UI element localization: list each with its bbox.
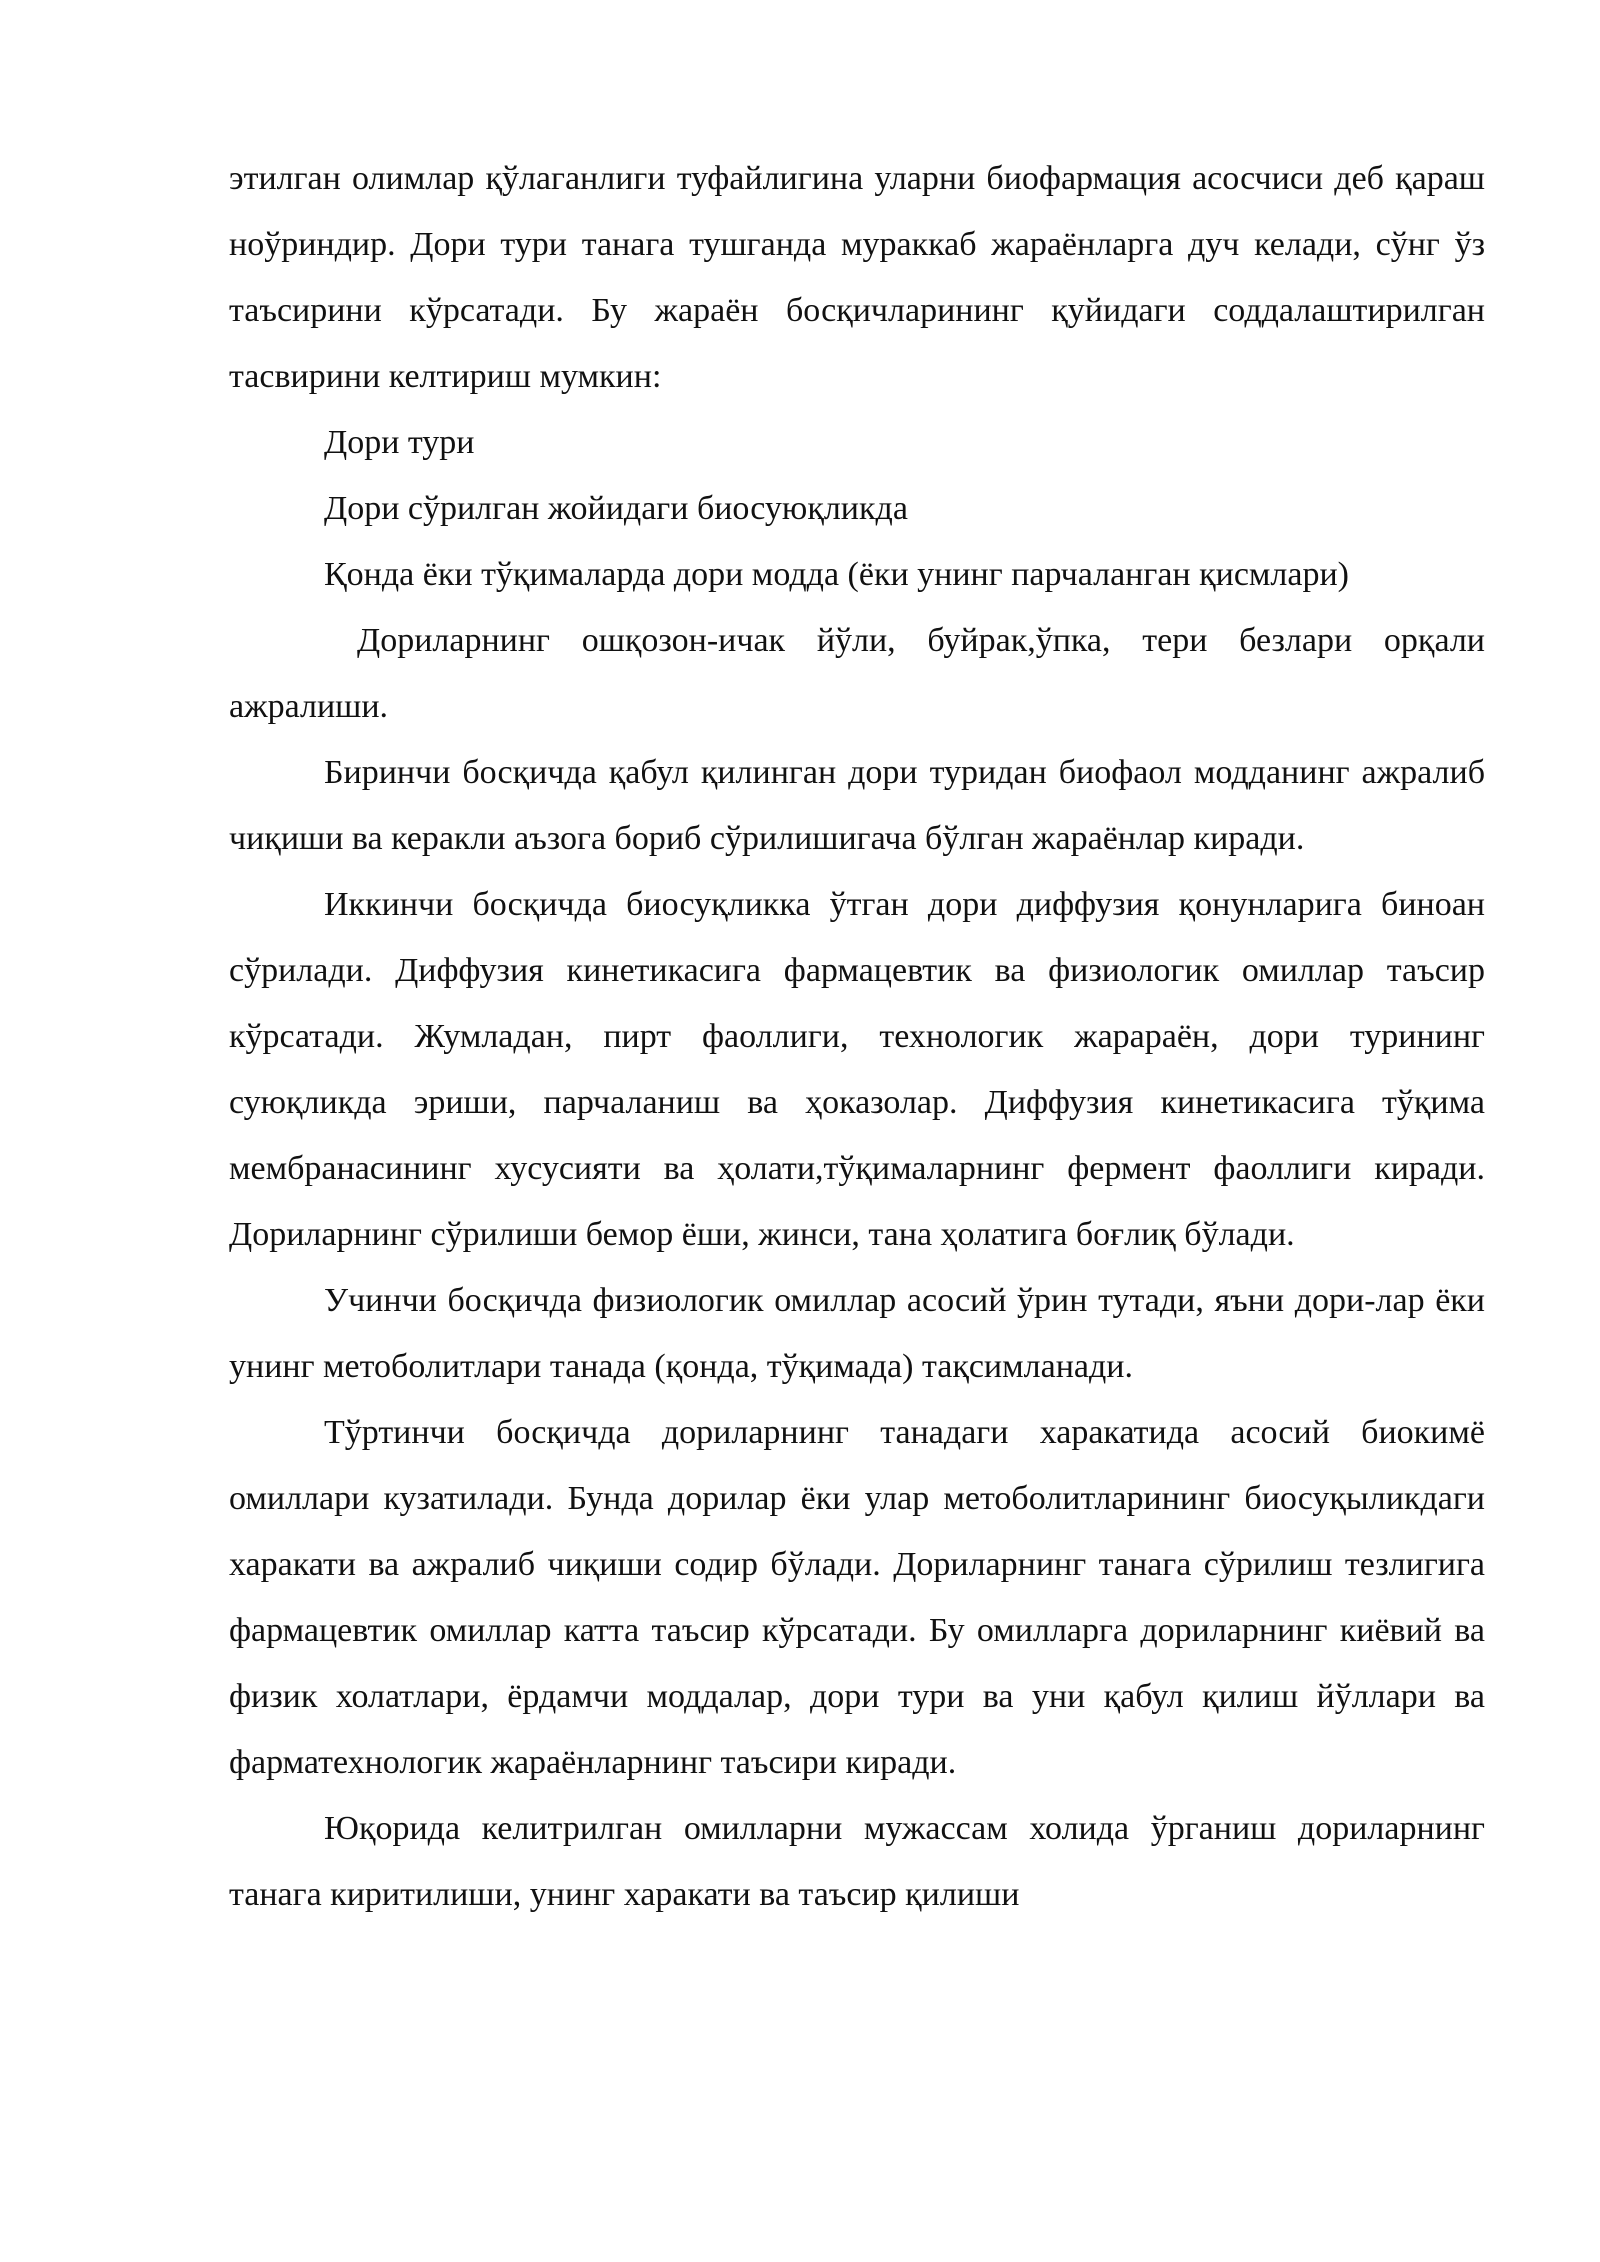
paragraph-conclusion: Юқорида келитрилган омилларни мужассам холида ўрганиш дориларнинг танага киритилиши, унинг харакати ва таъсир қилиши — [229, 1810, 1485, 1913]
paragraph-stage-three: Учинчи босқичда физиологик омиллар асосий ўрин тутади, яъни дори-лар ёки унинг метоболитлари танада (қонда, тўқимада) тақсимланади. — [229, 1282, 1485, 1385]
paragraph-stage-one: Биринчи босқичда қабул қилинган дори туридан биофаол модданинг ажралиб чиқиши ва керакли аъзога бориб сўрилишигача бўлган жараёнлар киради. — [229, 754, 1485, 857]
list-item: Дори сўрилган жойидаги биосуюқликда — [324, 490, 908, 527]
paragraph-stage-four: Тўртинчи босқичда дориларнинг танадаги харакатида асосий биокимё омиллари кузатилади. Бунда дорилар ёки улар метоболитларининг биосуқыликдаги харакати ва ажралиб чиқиши содир бўлади. Дориларнинг танага сўрилиш тезлигига фармацевтик омиллар катта таъсир кўрсатади. Бу омилларга дориларнинг киёвий ва физик холатлари, ёрдамчи моддалар, дори тури ва уни қабул қилиш йўллари ва фарматехнологик жараёнларнинг таъсири киради. — [229, 1414, 1485, 1781]
paragraph-stage-two: Иккинчи босқичда биосуқликка ўтган дори диффузия қонунларига биноан сўрилади. Диффузия кинетикасига фармацевтик ва физиологик омиллар таъсир кўрсатади. Жумладан, пирт фаоллиги, технологик жарараён, дори турининг суюқликда эриши, парчаланиш ва ҳоказолар. Диффузия кинетикасига тўқима мембранасининг хусусияти ва ҳолати,тўқималарнинг фермент фаоллиги киради. Дориларнинг сўрилиши бемор ёши, жинси, тана ҳолатига боғлиқ бўлади. — [229, 886, 1485, 1253]
list-item: Қонда ёки тўқималарда дори модда (ёки унинг парчаланган қисмлари) — [324, 556, 1349, 593]
document-body — [229, 146, 1485, 1928]
paragraph-excretion: Дориларнинг ошқозон-ичак йўли, буйрак,ўпка, тери безлари орқали ажралиши. — [229, 622, 1485, 725]
list-item: Дори тури — [324, 424, 475, 461]
paragraph-intro: этилган олимлар қўлаганлиги туфайлигина уларни биофармация асосчиси деб қараш ноўриндир. Дори тури танага тушганда мураккаб жараёнларга дуч келади, сўнг ўз таъсирини кўрсатади. Бу жараён босқичларининг қуйидаги соддалаштирилган тасвирини келтириш мумкин: — [229, 160, 1485, 395]
